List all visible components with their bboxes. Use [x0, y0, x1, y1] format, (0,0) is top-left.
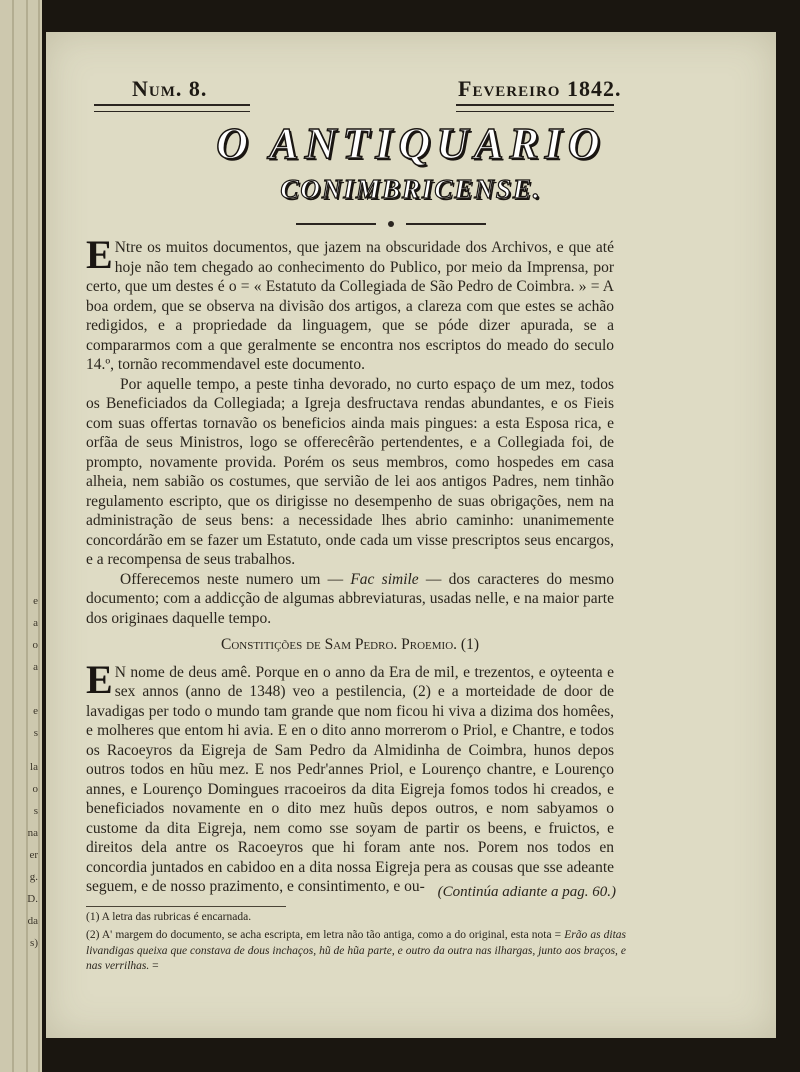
header-rule-left [94, 104, 250, 112]
header-rule-right [456, 104, 614, 112]
footnote-1: (1) A letra das rubricas é encarnada. [86, 911, 252, 923]
footnote-rule [86, 906, 286, 907]
section-heading: Constitições de Sam Pedro. Proemio. (1) [220, 636, 479, 653]
issue-date: Fevereiro 1842. [458, 76, 622, 101]
intro-paragraph-1: E Ntre os muitos documentos, que jazem na obscuridade dos Archivos, e que até hoje não tem chegado ao conhecimento do Publico, por meio da Imprensa, por certo, que um destes é o = « Estatuto da Collegiada de São Pedro de Coimbra. » = A boa ordem, que se observa na divisão dos artigos, a clareza com que estes se achão redigidos, e a propriedade da linguagem, que se póde dizer apurada, se a compararmos com a que geralmente se encontra nos escriptos do meado do seculo 14.º, tornão recommendavel este documento. [86, 232, 614, 373]
issue-number: Num. 8. [132, 76, 208, 101]
masthead-title: O ANTIQUARIO [216, 119, 606, 168]
dropcap-e-2: E [86, 656, 113, 702]
masthead-subtitle: CONIMBRICENSE. [280, 174, 542, 204]
intro-paragraph-3: Offerecemos neste numero um — Fac simile — dos caracteres do mesmo documento; com a addicção de algumas abbreviaturas, usadas nelle, e na maior parte dos originaes daquelle tempo. [86, 570, 615, 627]
proemio-paragraph: E N nome de deus amê. Porque en o anno da Era de mil, e trezentos, e oyteenta e sex annos (anno de 1348) veo a pestilencia, (2) e a morteidade de door de lavadigas per todo o mundo tam grande que nom ficou hi viva a dizima dos homêes, e molheres que entom hi avia. E en o dito anno morrerom o Priol, e Chantre, e todos os Racoeyros da Eigreja de Sam Pedro da Almidinha de Coimbra, hunos depos outros todos en hũu mez. E nos Pedr'annes Priol, e Lourenço chantre, e Lourenço annes, e Lourenço Domingues rracoeiros da dita Eigreja fomos todos hi creados, e beneficiados novamente en o dito mez huũs depos outros, e nom sabyamos o custome da dita Eigreja, nem como sse soyam de partir os beens, e fruictos, e direitos dela antre os Racoeyros que hi foram ante nos. Porem nos todos en concordia juntados en cabidoo en a dita nossa Eigreja pera as cousas que sse adeante seguem, e de nosso prazimento, e consintimento, e ou- [86, 656, 614, 895]
adjacent-page-fragments: e a o a e s la o s na er g. D. da s) [27, 595, 38, 949]
intro-paragraph-2: Por aquelle tempo, a peste tinha devorado, no curto espaço de um mez, todos os Beneficiados da Collegiada; a Igreja desfructava rendas abundantes, e os Fieis com suas offertas tornavão os beneficios ainda mais pingues: a esta Esposa rica, e orfãa de seus Ministros, logo se offerecêrão pertendentes, e a Collegiada foi, de prompto, novamente provida. Porém os seus membros, como hospedes em casa alheia, nem sabião os costumes, que servião de lei aos antigos Padres, nem tinhão regulamento escripto, que os dirigisse no desempenho de suas obrigações, nem na administração de seus bens: a necessidade lhes abrio caminho: unanimemente concordárão em se fazer um Estatuto, onde cada um visse prescriptos seus encargos, e a recompensa de seus trabalhos. [86, 375, 614, 568]
continuation-note: (Continúa adiante a pag. 60.) [437, 884, 616, 900]
intro-text [86, 232, 615, 897]
document-page [46, 32, 776, 1038]
dropcap-e: E [86, 232, 113, 277]
ornament-divider [296, 220, 486, 228]
footnote-2: (2) A' margem do documento, se acha escripta, em letra não tão antiga, como a do original, esta nota = Erão as ditas livandigas queixa que constava de dous inchaços, hũ de hũa parte, e outro da outra nas ilhargas, junto aos braços, e nas verrilhas. = [86, 929, 627, 972]
